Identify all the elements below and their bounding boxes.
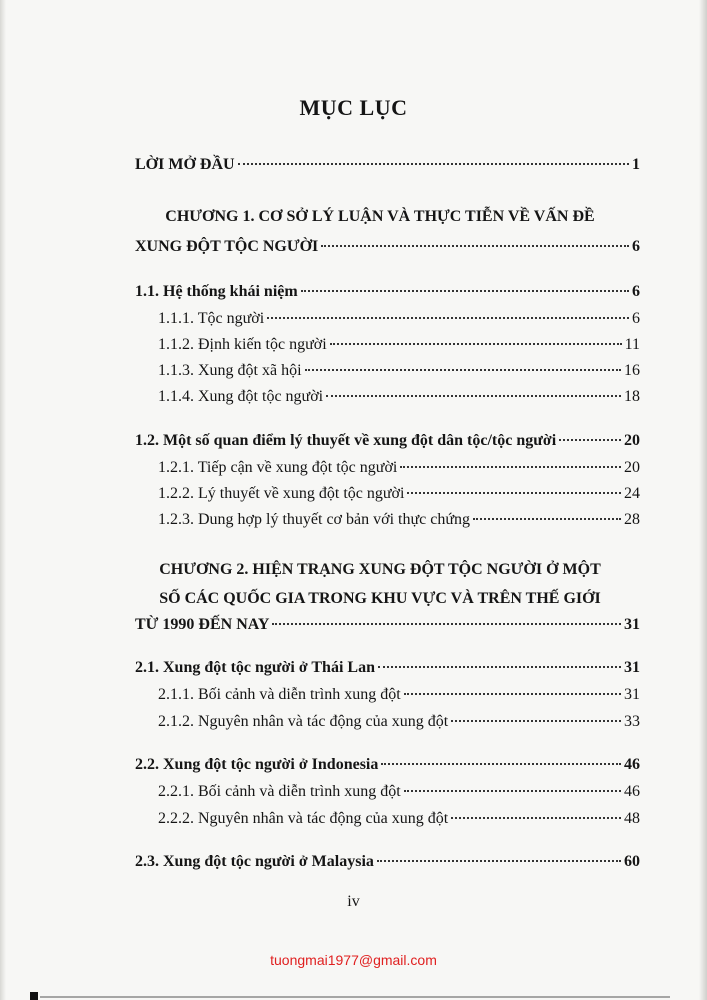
toc-entry-page: 28 (624, 511, 640, 528)
toc-entry-page: 60 (624, 853, 640, 870)
toc-entry-chapter-2[interactable] (135, 616, 640, 634)
toc-entry-page: 6 (632, 283, 640, 300)
leader-dots (267, 317, 629, 319)
toc-entry-section-2-2[interactable] (135, 756, 640, 774)
toc-entry-label: TỪ 1990 ĐẾN NAY (135, 616, 270, 633)
scan-bottom-edge (40, 996, 670, 998)
leader-dots (377, 860, 621, 862)
toc-entry-label: 1.1.4. Xung đột tộc người (158, 388, 324, 405)
toc-entry-page: 1 (632, 156, 640, 173)
toc-entry-page: 20 (624, 459, 640, 476)
toc-entry-page: 18 (624, 388, 640, 405)
toc-entry-subsection-2-1-2[interactable] (158, 713, 640, 731)
toc-entry-label: 1.2.3. Dung hợp lý thuyết cơ bản với thực chứng (158, 511, 471, 528)
toc-entry-section-2-3[interactable] (135, 853, 640, 871)
toc-entry-subsection-1-1-3[interactable] (158, 362, 640, 380)
toc-entry-label: LỜI MỞ ĐẦU (135, 156, 235, 173)
toc-entry-page: 48 (624, 810, 640, 827)
page-edge-shadow-left (0, 0, 6, 1000)
toc-entry-page: 6 (632, 310, 640, 327)
toc-entry-page: 46 (624, 756, 640, 773)
toc-entry-subsection-1-2-1[interactable] (158, 459, 640, 477)
leader-dots (321, 245, 629, 247)
toc-entry-page: 24 (624, 485, 640, 502)
toc-entry-label: 2.1. Xung đột tộc người ở Thái Lan (135, 659, 375, 676)
toc-entry-page: 31 (624, 616, 640, 633)
chapter-2-heading-line-2: SỐ CÁC QUỐC GIA TRONG KHU VỰC VÀ TRÊN THẾ GIỚI (159, 590, 601, 607)
toc-entry-page: 16 (624, 362, 640, 379)
toc-entry-page: 31 (624, 686, 640, 703)
toc-entry-label: 1.1.1. Tộc người (158, 310, 265, 327)
leader-dots (451, 720, 621, 722)
toc-entry-label: 1.1.3. Xung đột xã hội (158, 362, 302, 379)
toc-entry-page: 20 (624, 432, 640, 449)
scan-corner-mark (30, 992, 38, 1000)
leader-dots (404, 693, 621, 695)
toc-entry-label: 1.1. Hệ thống khái niệm (135, 283, 298, 300)
toc-entry-label: 1.2. Một số quan điểm lý thuyết về xung đột dân tộc/tộc người (135, 432, 557, 449)
toc-entry-subsection-1-1-1[interactable] (158, 310, 640, 328)
toc-entry-page: 31 (624, 659, 640, 676)
leader-dots (330, 343, 622, 345)
toc-entry-label: 1.2.2. Lý thuyết về xung đột tộc người (158, 485, 405, 502)
leader-dots (559, 439, 621, 441)
page-title: MỤC LỤC (299, 95, 408, 120)
leader-dots (407, 492, 621, 494)
toc-entry-label: 2.2.2. Nguyên nhân và tác động của xung đột (158, 810, 449, 827)
leader-dots (272, 623, 621, 625)
toc-entry-introduction[interactable] (135, 156, 640, 174)
toc-entry-label: 2.2. Xung đột tộc người ở Indonesia (135, 756, 379, 773)
toc-entry-chapter-1[interactable] (135, 238, 640, 256)
toc-entry-page: 46 (624, 783, 640, 800)
toc-entry-subsection-2-2-2[interactable] (158, 810, 640, 828)
chapter-1-heading-line-1: CHƯƠNG 1. CƠ SỞ LÝ LUẬN VÀ THỰC TIỄN VỀ VẤN ĐỀ (165, 208, 595, 225)
toc-entry-section-2-1[interactable] (135, 659, 640, 677)
toc-entry-page: 11 (624, 336, 640, 353)
toc-entry-subsection-1-2-2[interactable] (158, 485, 640, 503)
toc-entry-page: 33 (624, 713, 640, 730)
toc-entry-label: 1.1.2. Định kiến tộc người (158, 336, 327, 353)
toc-entry-label: XUNG ĐỘT TỘC NGƯỜI (135, 238, 319, 255)
leader-dots (301, 290, 629, 292)
page-edge-shadow-right (699, 0, 707, 1000)
leader-dots (404, 790, 621, 792)
leader-dots (473, 518, 621, 520)
leader-dots (305, 369, 621, 371)
toc-entry-subsection-1-1-2[interactable] (158, 336, 640, 354)
chapter-2-heading-line-1: CHƯƠNG 2. HIỆN TRẠNG XUNG ĐỘT TỘC NGƯỜI Ở MỘT (159, 561, 601, 578)
toc-entry-subsection-1-1-4[interactable] (158, 388, 640, 406)
leader-dots (400, 466, 621, 468)
toc-entry-subsection-1-2-3[interactable] (158, 511, 640, 529)
toc-entry-section-1-2[interactable] (135, 432, 640, 450)
watermark-email: tuongmai1977@gmail.com (270, 952, 437, 968)
toc-entry-label: 2.1.2. Nguyên nhân và tác động của xung đột (158, 713, 449, 730)
toc-entry-label: 2.2.1. Bối cảnh và diễn trình xung đột (158, 783, 401, 800)
toc-entry-page: 6 (632, 238, 640, 255)
leader-dots (378, 666, 621, 668)
toc-entry-label: 1.2.1. Tiếp cận về xung đột tộc người (158, 459, 398, 476)
leader-dots (326, 395, 621, 397)
toc-entry-label: 2.3. Xung đột tộc người ở Malaysia (135, 853, 374, 870)
toc-entry-subsection-2-1-1[interactable] (158, 686, 640, 704)
toc-entry-label: 2.1.1. Bối cảnh và diễn trình xung đột (158, 686, 401, 703)
leader-dots (381, 763, 621, 765)
leader-dots (451, 817, 621, 819)
page-number: iv (347, 893, 360, 910)
leader-dots (238, 163, 629, 165)
toc-entry-section-1-1[interactable] (135, 283, 640, 301)
toc-entry-subsection-2-2-1[interactable] (158, 783, 640, 801)
